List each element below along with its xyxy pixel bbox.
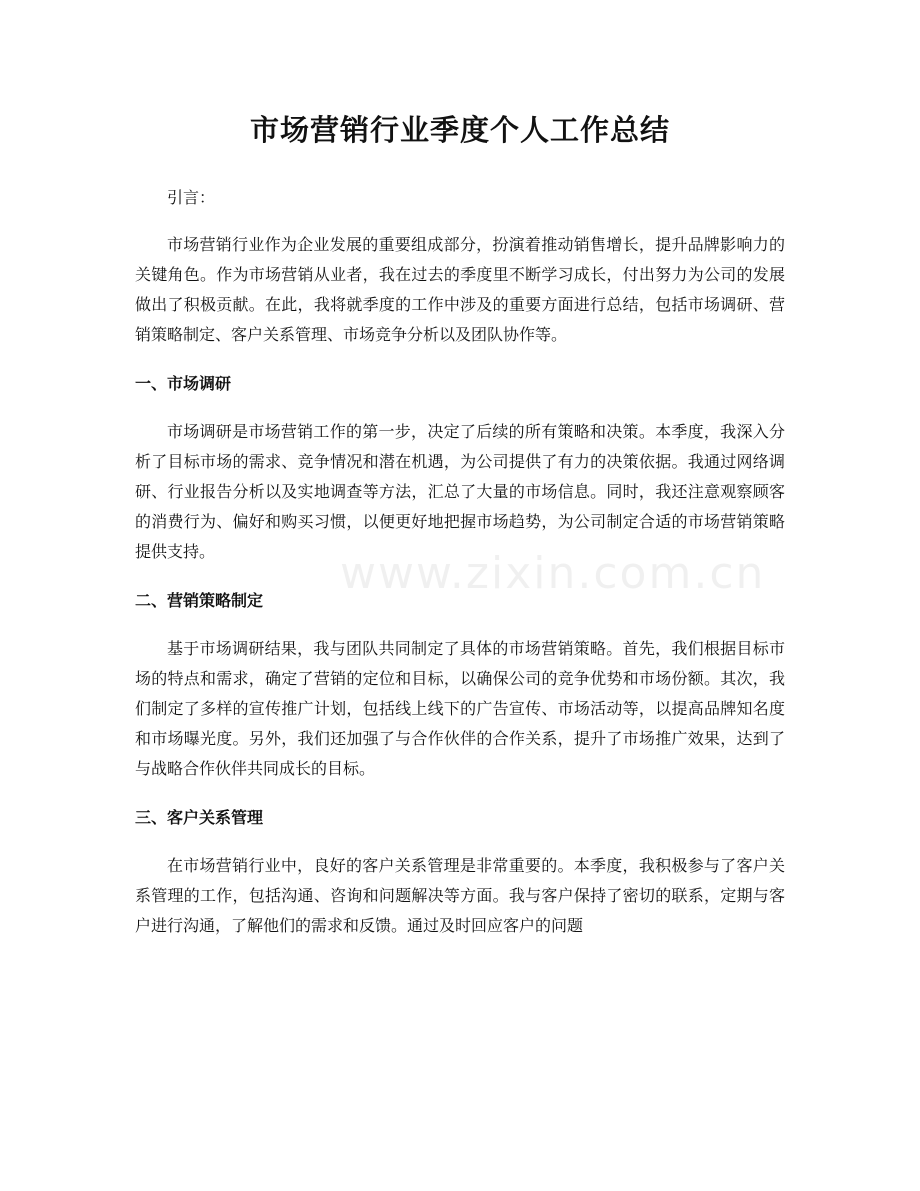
- section-heading-marketing-strategy: 二、营销策略制定: [135, 591, 264, 610]
- intro-label: 引言：: [167, 188, 216, 207]
- section-paragraph-customer-relations: 在市场营销行业中，良好的客户关系管理是非常重要的。本季度，我积极参与了客户关系管理的工作，包括沟通、咨询和问题解决等方面。我与客户保持了密切的联系，定期与客户进行沟通，了解他们的需求和反馈。通过及时回应客户的问题: [135, 856, 785, 935]
- document-body: [135, 183, 785, 960]
- section-heading-market-research: 一、市场调研: [135, 374, 232, 393]
- document-title: 市场营销行业季度个人工作总结: [249, 113, 670, 147]
- watermark: www.zixin.com.cn: [340, 548, 766, 599]
- section-heading-customer-relations: 三、客户关系管理: [135, 808, 264, 827]
- section-paragraph-market-research: 市场调研是市场营销工作的第一步，决定了后续的所有策略和决策。本季度，我深入分析了目标市场的需求、竞争情况和潜在机遇，为公司提供了有力的决策依据。我通过网络调研、行业报告分析以及实地调查等方法，汇总了大量的市场信息。同时，我还注意观察顾客的消费行为、偏好和购买习惯，以便更好地把握市场趋势，为公司制定合适的市场营销策略提供支持。: [135, 422, 785, 561]
- section-paragraph-marketing-strategy: 基于市场调研结果，我与团队共同制定了具体的市场营销策略。首先，我们根据目标市场的特点和需求，确定了营销的定位和目标，以确保公司的竞争优势和市场份额。其次，我们制定了多样的宣传推广计划，包括线上线下的广告宣传、市场活动等，以提高品牌知名度和市场曝光度。另外，我们还加强了与合作伙伴的合作关系，提升了市场推广效果，达到了与战略合作伙伴共同成长的目标。: [135, 639, 785, 778]
- intro-paragraph: 市场营销行业作为企业发展的重要组成部分，扮演着推动销售增长，提升品牌影响力的关键角色。作为市场营销从业者，我在过去的季度里不断学习成长，付出努力为公司的发展做出了积极贡献。在此，我将就季度的工作中涉及的重要方面进行总结，包括市场调研、营销策略制定、客户关系管理、市场竞争分析以及团队协作等。: [135, 235, 785, 344]
